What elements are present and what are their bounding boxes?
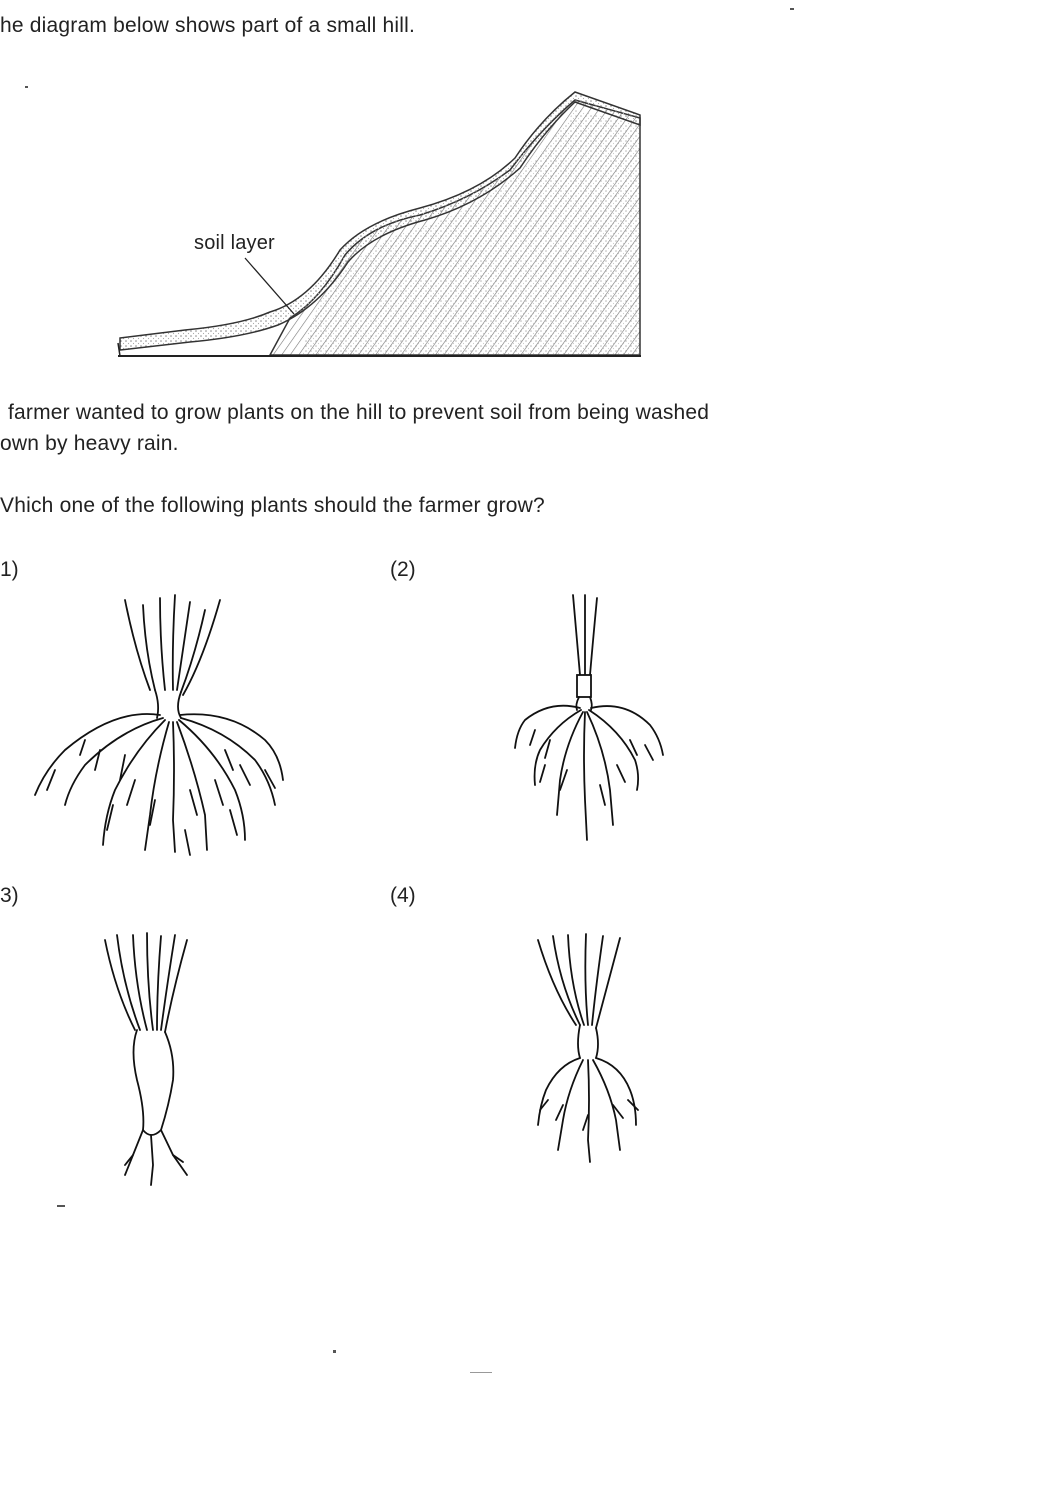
scan-speck	[25, 86, 28, 88]
option-2-plant-drawing	[505, 590, 675, 850]
context-line-2: own by heavy rain.	[0, 432, 179, 455]
scan-speck	[790, 8, 794, 10]
option-3-label: 3)	[0, 884, 19, 907]
soil-layer-label: soil layer	[194, 232, 275, 254]
context-line-1: farmer wanted to grow plants on the hill to prevent soil from being washed	[8, 401, 710, 424]
option-1-plant-drawing	[25, 590, 295, 860]
hill-diagram	[0, 0, 1054, 400]
question-prompt: Vhich one of the following plants should the farmer grow?	[0, 494, 545, 517]
option-4-label: (4)	[390, 884, 416, 907]
option-2-label: (2)	[390, 558, 416, 581]
scan-speck	[333, 1350, 336, 1353]
option-1-label: 1)	[0, 558, 19, 581]
scan-speck	[57, 1205, 65, 1207]
option-4-plant-drawing	[528, 930, 648, 1170]
soil-layer-pointer	[245, 258, 294, 314]
scan-speck	[470, 1372, 492, 1373]
option-3-plant-drawing	[95, 930, 215, 1190]
intro-text: he diagram below shows part of a small hill.	[0, 14, 415, 37]
